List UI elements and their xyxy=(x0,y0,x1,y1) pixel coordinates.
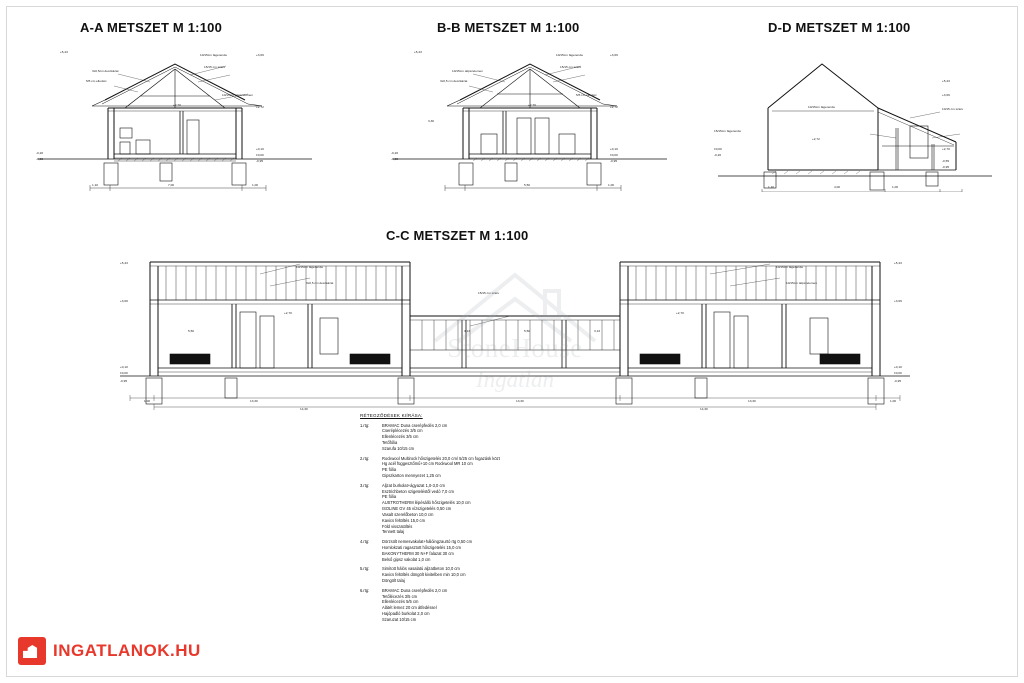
watermark-line-2: Ingatlan xyxy=(476,367,554,392)
legend-line: Rockwool Multirock hőszigetelés 20,0 cm/ 5/25 cm fogazásk közt xyxy=(382,455,500,461)
level-c-c-12: +2,70 xyxy=(676,311,684,315)
level-b-b-top: +5,43 xyxy=(414,50,422,54)
legend-line: ISOLINE GV 45 vízszigetelés 0,50 cm xyxy=(382,506,452,512)
level-a-a-top: +5,43 xyxy=(60,50,68,54)
level-a-a-2: +3,69 xyxy=(256,53,264,57)
dim-c-c-2: 3,13 xyxy=(464,329,471,333)
legend-key: 2.rtg: xyxy=(360,455,370,461)
legend-line: Döngölt talaj xyxy=(382,578,405,584)
dim-c-c-6: 13,30 xyxy=(250,399,258,403)
legend-line: Tetőlécezés 3/5 cm xyxy=(382,593,418,599)
note-c-c-4: 10/15cm fagerenda xyxy=(776,265,803,269)
level-d-d-6: -0,20 xyxy=(714,153,722,157)
dim-d-d-3: 1,00 xyxy=(892,185,899,189)
site-name: INGATLANOK.HU xyxy=(53,641,201,660)
level-c-c-7: +0,10 xyxy=(894,365,902,369)
section-title-b-b: B-B METSZET M 1:100 xyxy=(437,20,580,35)
legend-item xyxy=(360,588,650,623)
dim-c-c-5: 1,00 xyxy=(144,399,151,403)
level-a-a-5: +0,10 xyxy=(256,147,264,151)
legend-line: BAKONYTHERM 30 N+F falazat 30 cm xyxy=(382,550,454,556)
section-title-a-a: A-A METSZET M 1:100 xyxy=(80,20,223,35)
note-b-b-2: 3x0,5 cm deszkázat xyxy=(440,79,468,83)
level-a-a-6: ±0,00 xyxy=(256,153,264,157)
dim-b-b-2: 5,50 xyxy=(524,183,531,187)
level-b-b-3: +2,70 xyxy=(528,103,536,107)
level-b-b-9: -0,95 xyxy=(610,159,618,163)
note-b-b-5: 5/5 cm ellenléc xyxy=(576,93,597,97)
legend-line: Aljzat burkolat+ágyazat 1,0-3,0 cm xyxy=(382,482,445,488)
note-c-c-1: 10/15cm fagerenda xyxy=(296,265,323,269)
legend-line: Hg acél függesztőmű+10 cm Rockwool MR 10 cm xyxy=(382,461,473,467)
level-d-d-7: -0,55 xyxy=(942,159,950,163)
level-a-a-4: +2,72 xyxy=(256,105,264,109)
dim-a-a-2: 7,00 xyxy=(168,183,175,187)
dim-c-c-11: 14,30 xyxy=(700,407,708,411)
dim-b-b-3: 1,00 xyxy=(608,183,615,187)
level-a-a-8: -0,55 xyxy=(36,157,44,161)
level-b-b-5: +0,10 xyxy=(610,147,618,151)
legend-line: Kavics feltöltés 15,0 cm xyxy=(382,517,426,523)
legend-line: Tetőfólia xyxy=(382,439,398,445)
section-title-d-d: D-D METSZET M 1:100 xyxy=(768,20,911,35)
legend-line: Alátét lemez 20 cm átfedéssel xyxy=(382,605,437,611)
legend-title: RÉTEGZŐDÉSEK KIÍRÁSA: xyxy=(360,413,423,418)
note-c-c-5: 10/15cm talpszelemen xyxy=(786,281,817,285)
dim-c-c-9: 1,00 xyxy=(890,399,897,403)
legend-line: PE fólia xyxy=(382,467,397,473)
legend-line: Föld visszatöltés xyxy=(382,523,413,529)
level-a-a-3: +2,70 xyxy=(173,103,181,107)
legend-line: PE fólia xyxy=(382,494,397,500)
dim-c-c-7: 13,30 xyxy=(516,399,524,403)
legend-item xyxy=(360,539,650,562)
legend-line: Szarufa 10/15 cm xyxy=(382,445,415,451)
level-c-c-2: +5,43 xyxy=(894,261,902,265)
dim-d-d-1: 1,10 xyxy=(768,185,775,189)
level-c-c-1: +5,43 xyxy=(120,261,128,265)
legend-line: Dörzsölt nemesvakolat+hálóingzaurtó rtg 0,50 cm xyxy=(382,539,472,545)
level-a-a-7: -0,20 xyxy=(36,151,44,155)
note-a-a-5: 10/15cm talpszelemen xyxy=(222,93,253,97)
dim-d-d-2: 4,00 xyxy=(834,185,841,189)
dim-c-c-1: 5,50 xyxy=(188,329,195,333)
level-c-c-11: +2,70 xyxy=(284,311,292,315)
level-b-b-6: ±0,00 xyxy=(610,153,618,157)
legend-line: Gipszkarton mennyezet 1,25 cm xyxy=(382,473,441,479)
layer-legend xyxy=(360,413,650,627)
level-c-c-10: -0,95 xyxy=(894,379,902,383)
legend-line: Szaruzat 10/15 cm xyxy=(382,616,417,622)
legend-line: Ellenlécezés 5/5 cm xyxy=(382,599,419,605)
note-a-a-2: 5/5 cm ellenléc xyxy=(86,79,107,83)
legend-item xyxy=(360,456,650,479)
legend-line: Ellenlécezés 3/5 cm xyxy=(382,434,419,440)
dim-c-c-4: 3,13 xyxy=(594,329,601,333)
legend-key: 1.rtg: xyxy=(360,422,370,428)
section-drawing-a-a xyxy=(30,42,320,192)
legend-line: BRAMAC Duna cserépfedés 2,0 cm xyxy=(382,422,448,428)
level-b-b-7: -0,20 xyxy=(391,151,399,155)
note-b-b-3: 10/15cm fagerenda xyxy=(556,53,583,57)
dim-a-a-1: 1,10 xyxy=(92,183,99,187)
level-c-c-5: +0,10 xyxy=(120,365,128,369)
legend-line: Homlokzati ragasztott hőszigetelés 15,0 cm xyxy=(382,544,461,550)
legend-line: Simított hálós vasalatú aljzatbeton 10,0 cm xyxy=(382,566,460,572)
level-c-c-6: ±0,00 xyxy=(120,371,128,375)
legend-key: 3.rtg: xyxy=(360,482,370,488)
legend-key: 4.rtg: xyxy=(360,539,370,545)
watermark-line-1: StoneHouse xyxy=(447,333,583,363)
legend-line: BRAMAC Duna cserépfedés 2,0 cm xyxy=(382,587,448,593)
dim-b-b-1: 3,30 xyxy=(428,119,435,123)
dim-c-c-8: 13,30 xyxy=(748,399,756,403)
site-watermark-logo xyxy=(18,637,201,665)
level-d-d-5: ±0,00 xyxy=(714,147,722,151)
level-c-c-8: ±0,00 xyxy=(894,371,902,375)
dim-c-c-10: 14,30 xyxy=(300,407,308,411)
note-c-c-2: 3x0,5 cm deszkázat xyxy=(306,281,334,285)
note-a-a-3: 10/15cm fagerenda xyxy=(200,53,227,57)
level-d-d-3: +2,72 xyxy=(812,137,820,141)
level-b-b-8: -0,55 xyxy=(391,157,399,161)
house-logo-icon xyxy=(18,637,46,665)
legend-line: Esztrichbeton szigeteléstől vedó 7,0 cm xyxy=(382,488,454,494)
legend-line: AUSTROTHERM lépésálló hőszigetelés 10,0 cm xyxy=(382,500,471,506)
level-d-d-2: +3,69 xyxy=(942,93,950,97)
level-b-b-4: +2,72 xyxy=(610,105,618,109)
legend-key: 5.rtg: xyxy=(360,566,370,572)
level-d-d-8: -0,95 xyxy=(942,165,950,169)
legend-item xyxy=(360,483,650,535)
section-drawing-c-c xyxy=(110,250,920,410)
note-c-c-3: 15/15 cm szaru xyxy=(478,291,500,295)
level-d-d-1: +5,43 xyxy=(942,79,950,83)
note-a-a-1: 3x0,5cm deszkázat xyxy=(92,69,119,73)
note-b-b-1: 10/15cm talpszelemen xyxy=(452,69,483,73)
legend-line: Hajópadló burkolat 2,0 cm xyxy=(382,611,430,617)
note-d-d-3: 15/15cm fagerenda xyxy=(714,129,741,133)
note-d-d-2: 10/15cm fagerenda xyxy=(808,105,835,109)
note-b-b-4: 15/15 cm szaru xyxy=(560,65,582,69)
note-d-d-1: 10/15 cm szaru xyxy=(942,107,964,111)
legend-line: Cseréplécezés 3/5 cm xyxy=(382,428,423,434)
dim-c-c-3: 5,50 xyxy=(524,329,531,333)
section-drawing-d-d xyxy=(710,42,1000,192)
legend-line: Tennett talaj xyxy=(382,529,405,535)
level-a-a-9: -0,95 xyxy=(256,159,264,163)
legend-item xyxy=(360,423,650,452)
section-drawing-b-b xyxy=(385,42,675,192)
level-c-c-3: +3,69 xyxy=(120,299,128,303)
legend-line: Kavics feltöltés döngölt kivitelben min 10,0 cm xyxy=(382,572,466,578)
level-c-c-4: +3,69 xyxy=(894,299,902,303)
level-d-d-4: +2,70 xyxy=(942,147,950,151)
note-a-a-4: 15/15 cm szaru xyxy=(204,65,226,69)
level-c-c-9: -0,95 xyxy=(120,379,128,383)
dim-a-a-3: 1,00 xyxy=(252,183,259,187)
legend-key: 6.rtg: xyxy=(360,587,370,593)
legend-line: Belső gipsz vakolat 1,0 cm xyxy=(382,556,431,562)
legend-line: Vasalt szerelőbeton 10,0 cm xyxy=(382,511,434,517)
level-b-b-2: +3,69 xyxy=(610,53,618,57)
legend-item xyxy=(360,566,650,583)
section-title-c-c: C-C METSZET M 1:100 xyxy=(386,228,529,243)
